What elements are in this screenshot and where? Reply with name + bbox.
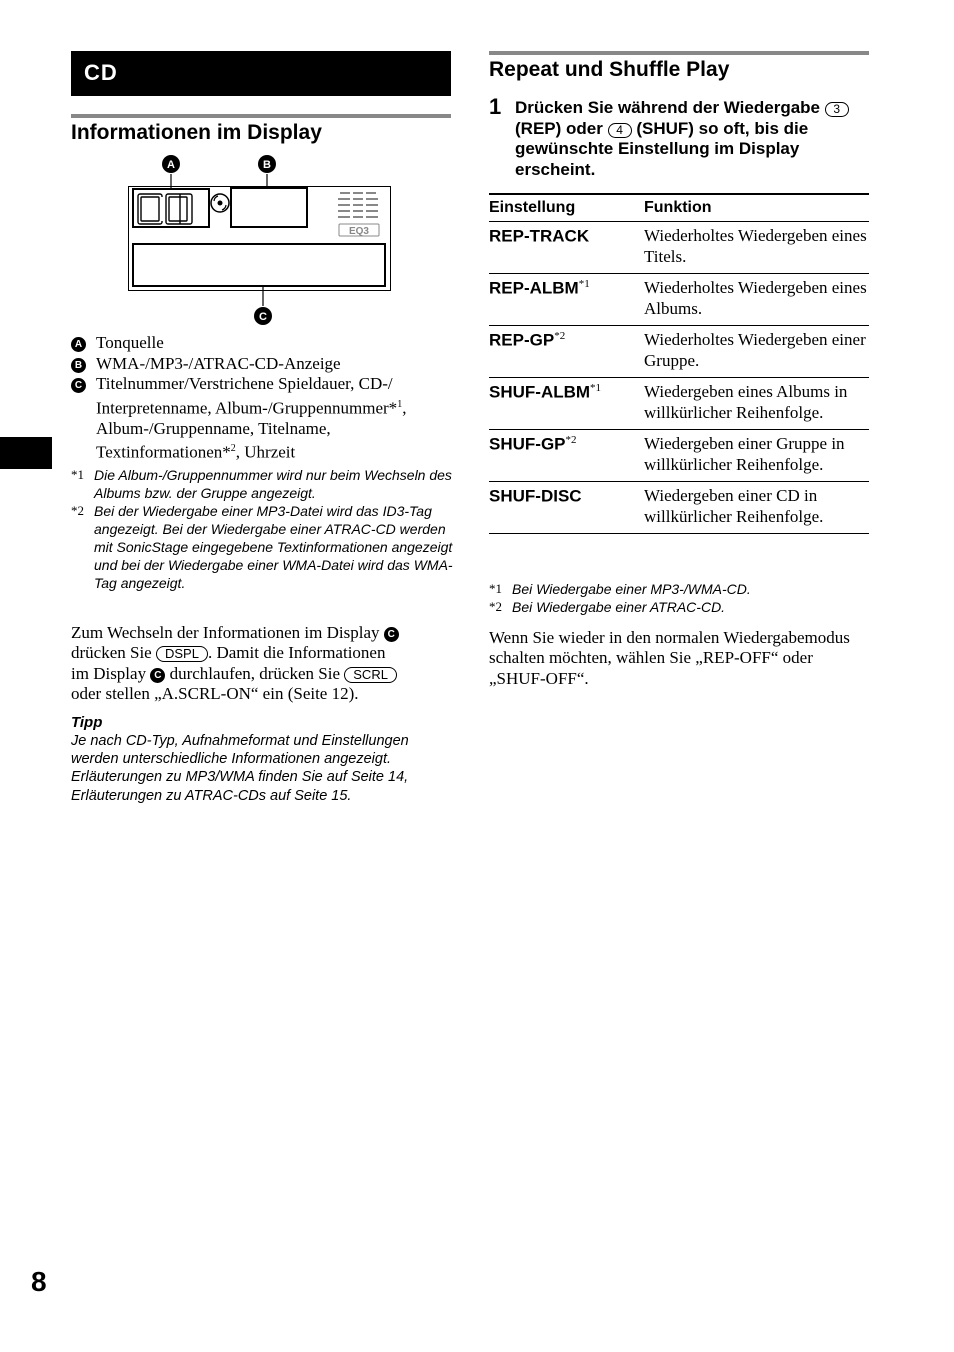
display-legend [71, 333, 453, 463]
format-box [231, 188, 307, 227]
section-banner-title: CD [84, 60, 118, 85]
key-4: 4 [608, 123, 632, 138]
callout-c-label: C [259, 311, 267, 323]
callout-a-label: A [167, 159, 175, 171]
setting-cell: REP-TRACK [489, 222, 644, 274]
badge-c-inline: C [384, 627, 399, 642]
right-footnote-1: *1 Bei Wiedergabe einer MP3-/WMA-CD. [489, 581, 751, 597]
source-lcd-glyphs [138, 194, 192, 224]
function-cell: Wiederholtes Wiedergeben eines Albums. [644, 274, 869, 326]
scrl-key: SCRL [344, 667, 397, 683]
tipp-title: Tipp [71, 714, 103, 731]
display-diagram [120, 150, 400, 330]
function-cell: Wiederholtes Wiedergeben eines Titels. [644, 222, 869, 274]
display-frame [129, 187, 391, 291]
header-funktion: Funktion [644, 194, 869, 222]
footnote-1: *1 Die Album-/Gruppennummer wird nur beim Wechseln des Albums bzw. der Gruppe angezeigt. [71, 467, 452, 501]
eq-bars-icon [338, 192, 378, 218]
table-row [489, 430, 869, 482]
legend-text-c: Titelnummer/Verstrichene Spieldauer, CD-/ Interpretenname, Album-/Gruppennummer*$^1$, Album-/Gruppenname, Titelname, Textinformationen*$^2$, Uhrzeit [96, 374, 407, 462]
page-number: 8 [31, 1266, 47, 1297]
setting-cell: SHUF-ALBM$^{*1}$ [489, 378, 644, 430]
tipp-text: Je nach CD-Typ, Aufnahmeformat und Einstellungen werden unterschiedliche Informationen angezeigt. Erläuterungen zu MP3/WMA finden Sie auf Seite 14, Erläuterungen zu ATRAC-CDs auf Seite 15. [71, 733, 409, 804]
setting-cell: SHUF-GP$^{*2}$ [489, 430, 644, 482]
badge-a: A [71, 337, 86, 352]
step-number: 1 [489, 94, 502, 119]
table-row [489, 378, 869, 430]
function-cell: Wiedergeben eines Albums in willkürlicher Reihenfolge. [644, 378, 869, 430]
step-text: Drücken Sie während der Wiedergabe 3 (REP) oder 4 (SHUF) so oft, bis die gewünschte Einstellung im Display erscheint. [515, 98, 870, 180]
closing-paragraph: Wenn Sie wieder in den normalen Wiedergabemodus schalten möchten, wählen Sie „REP-OFF“ oder „SHUF-OFF“. [489, 628, 850, 688]
heading-informationen-im-display: Informationen im Display [71, 121, 322, 144]
legend-item-b [71, 354, 453, 375]
function-cell: Wiederholtes Wiedergeben einer Gruppe. [644, 326, 869, 378]
legend-text-b: WMA-/MP3-/ATRAC-CD-Anzeige [96, 353, 341, 373]
dspl-key: DSPL [156, 646, 208, 662]
settings-table [489, 193, 869, 534]
function-cell: Wiedergeben einer Gruppe in willkürlicher Reihenfolge. [644, 430, 869, 482]
setting-cell: SHUF-DISC [489, 482, 644, 534]
legend-item-c [71, 374, 453, 463]
eq-label: EQ3 [348, 226, 370, 237]
setting-cell: REP-GP$^{*2}$ [489, 326, 644, 378]
heading-rule-left [71, 114, 451, 118]
legend-item-a [71, 333, 453, 354]
display-paragraph: Zum Wechseln der Informationen im Display C drücken Sie DSPL . Damit die Informationen im Display C durchlaufen, drücken Sie SCRL oder stellen „A.SCRL-ON“ ein (Seite 12). [71, 623, 456, 705]
disc-icon [211, 194, 229, 212]
heading-rule-right [489, 51, 869, 55]
callout-b-label: B [263, 159, 271, 171]
left-footnotes [71, 466, 453, 592]
badge-c: C [71, 378, 86, 393]
chapter-tab [0, 437, 52, 469]
table-row [489, 222, 869, 274]
heading-repeat-shuffle: Repeat und Shuffle Play [489, 58, 730, 81]
table-row [489, 326, 869, 378]
text-box [133, 244, 385, 286]
key-3: 3 [825, 102, 849, 117]
badge-c-inline-2: C [150, 668, 165, 683]
setting-cell: REP-ALBM$^{*1}$ [489, 274, 644, 326]
table-row [489, 482, 869, 534]
right-footnotes [489, 580, 871, 616]
function-cell: Wiedergeben einer CD in willkürlicher Reihenfolge. [644, 482, 869, 534]
table-header-row [489, 194, 869, 222]
table-row [489, 274, 869, 326]
legend-text-a: Tonquelle [96, 333, 164, 352]
badge-b: B [71, 358, 86, 373]
header-einstellung: Einstellung [489, 194, 644, 222]
footnote-2: *2 Bei der Wiedergabe einer MP3-Datei wird das ID3-Tag angezeigt. Bei der Wiedergabe einer ATRAC-CD werden mit SonicStage eingegebene Textinformationen angezeigt und bei der Wiedergabe einer WMA-Datei wird das WMA-Tag angezeigt. [71, 503, 453, 591]
right-footnote-2: *2 Bei Wiedergabe einer ATRAC-CD. [489, 599, 726, 615]
section-banner [71, 51, 451, 96]
